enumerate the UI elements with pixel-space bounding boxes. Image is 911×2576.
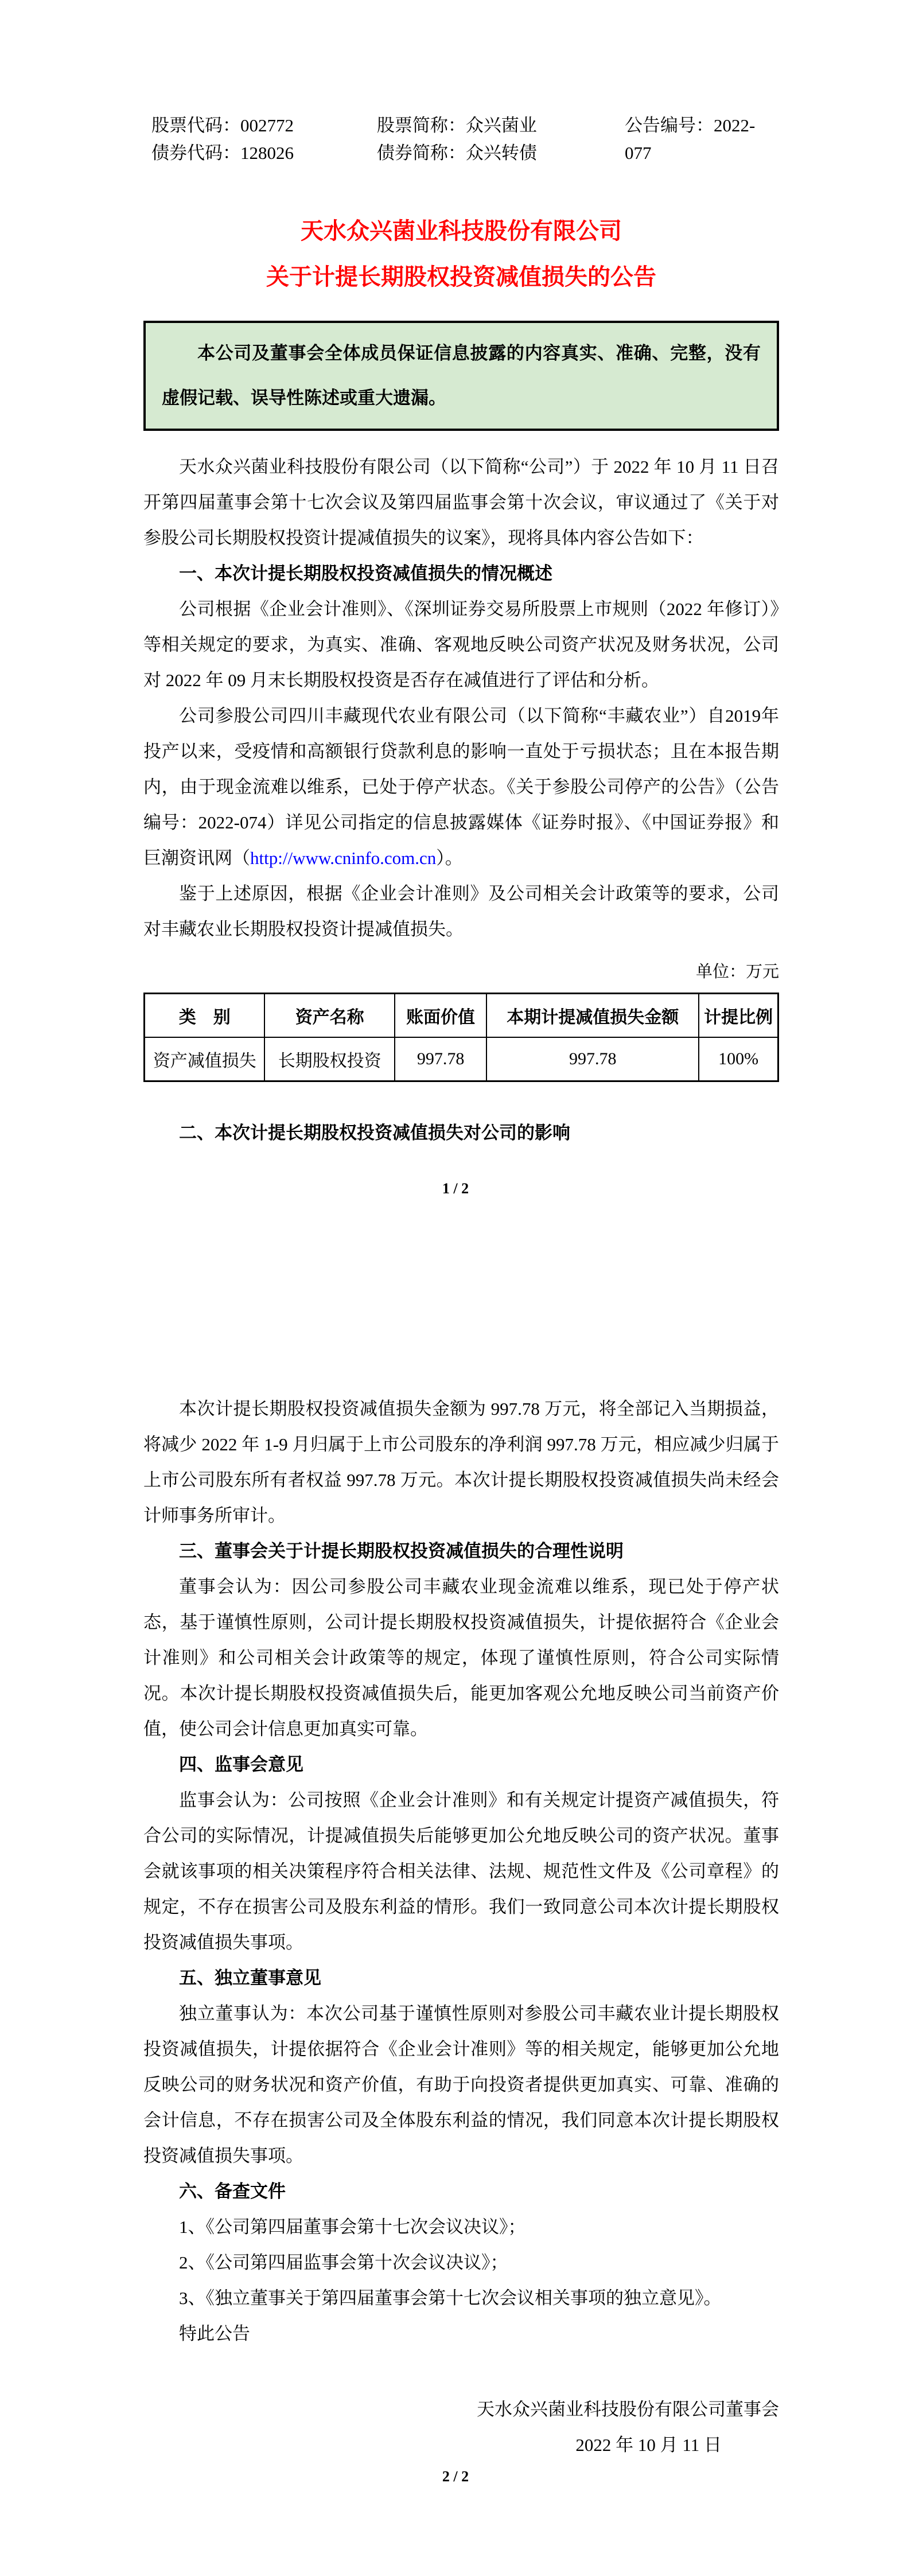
- section1-paragraph-2: [143, 698, 779, 876]
- bond-name-text: 债券简称：众兴转债: [376, 143, 537, 163]
- table-cell-ratio: 100%: [699, 1037, 778, 1081]
- table-header-ratio: 计提比例: [699, 994, 778, 1038]
- section6-heading: 六、备查文件: [179, 2181, 286, 2201]
- table-header-row: [145, 994, 778, 1038]
- company-title: 天水众兴菌业科技股份有限公司: [301, 218, 622, 244]
- section4-heading: 四、监事会意见: [179, 1754, 303, 1775]
- section5-heading: 五、独立董事意见: [179, 1968, 321, 1988]
- impairment-table: [143, 993, 779, 1082]
- section3-heading: 三、董事会关于计提长期股权投资减值损失的合理性说明: [179, 1541, 624, 1561]
- announcement-number: 公告编号：2022-077: [625, 115, 756, 163]
- disclosure-notice-text: 本公司及董事会全体成员保证信息披露的内容真实、准确、完整，没有虚假记载、误导性陈述或重大遗漏。: [162, 343, 761, 408]
- section2-paragraph: 本次计提长期股权投资减值损失金额为 997.78 万元，将全部记入当期损益，将减少 2022 年 1-9 月归属于上市公司股东的净利润 997.78 万元，相应减少归属于上市公司股东所有者权益 997.78 万元。本次计提长期股权投资减值损失尚未经会计师事务所审计。: [143, 1399, 779, 1526]
- reference-doc-item-3: 3、《独立董事关于第四届董事会第十七次会议相关事项的独立意见》。: [179, 2288, 722, 2308]
- reference-doc-item-1: 1、《公司第四届董事会第十七次会议决议》；: [179, 2217, 526, 2237]
- document-header: [143, 112, 779, 167]
- names-column: [377, 112, 625, 167]
- unit-note: 单位：万元: [695, 963, 779, 981]
- section3-paragraph: 董事会认为：因公司参股公司丰藏农业现金流难以维系，现已处于停产状态，基于谨慎性原则，公司计提长期股权投资减值损失，计提依据符合《企业会计准则》和公司相关会计政策等的规定，体现了谨慎性原则，符合公司实际情况。本次计提长期股权投资减值损失后，能更加客观公允地反映公司当前资产价值，使公司会计信息更加真实可靠。: [143, 1577, 779, 1739]
- section5-paragraph: 独立董事认为：本次公司基于谨慎性原则对参股公司丰藏农业计提长期股权投资减值损失，计提依据符合《企业会计准则》等的相关规定，能够更加公允地反映公司的财务状况和资产价值，有助于向投资者提供更加真实、可靠、准确的会计信息，不存在损害公司及全体股东利益的情况，我们同意本次计提长期股权投资减值损失事项。: [143, 2003, 779, 2166]
- stock-name-text: 股票简称：众兴菌业: [376, 115, 537, 135]
- table-header-book-value: 账面价值: [395, 994, 486, 1038]
- table-cell-asset-name: 长期股权投资: [264, 1037, 395, 1081]
- stock-code-text: 股票代码：002772: [151, 115, 294, 135]
- table-header-asset-name: 资产名称: [264, 994, 395, 1038]
- table-cell-book-value: 997.78: [395, 1037, 486, 1081]
- table-cell-category: 资产减值损失: [145, 1037, 265, 1081]
- section4-paragraph: 监事会认为：公司按照《企业会计准则》和有关规定计提资产减值损失，符合公司的实际情况，计提减值损失后能够更加公允地反映公司的资产状况。董事会就该事项的相关决策程序符合相关法律、法规、规范性文件及《公司章程》的规定，不存在损害公司及股东利益的情形。我们一致同意公司本次计提长期股权投资减值损失事项。: [143, 1790, 779, 1952]
- page1-number: 1 / 2: [442, 1180, 469, 1197]
- section1-paragraph-3: 鉴于上述原因，根据《企业会计准则》及公司相关会计政策等的要求，公司对丰藏农业长期股权投资计提减值损失。: [143, 884, 779, 939]
- signature-block: [143, 2392, 779, 2463]
- bond-code-text: 债券代码：128026: [151, 143, 294, 163]
- section1-heading: 一、本次计提长期股权投资减值损失的情况概述: [179, 563, 552, 583]
- signature-date: 2022 年 10 月 11 日: [575, 2435, 722, 2455]
- table-cell-impairment-amount: 997.78: [486, 1037, 699, 1081]
- paragraph-2-text-before-link: 公司参股公司四川丰藏现代农业有限公司（以下简称“丰藏农业”）自2019年投产以来，受疫情和高额银行贷款利息的影响一直处于亏损状态；且在本报告期内，由于现金流难以维系，已处于停产状态。《关于参股公司停产的公告》（公告编号：2022-074）详见公司指定的信息披露媒体《证券时报》、《中国证券报》和巨潮资讯网（: [143, 706, 779, 868]
- cninfo-link[interactable]: http://www.cninfo.com.cn: [250, 848, 437, 868]
- paragraph-2-text-after-link: ）。: [436, 848, 463, 868]
- disclosure-notice-box: [143, 321, 779, 431]
- section2-heading: 二、本次计提长期股权投资减值损失对公司的影响: [179, 1123, 570, 1143]
- announcement-title: 关于计提长期股权投资减值损失的公告: [266, 264, 656, 290]
- codes-column: [151, 112, 377, 167]
- closing-text: 特此公告: [179, 2324, 250, 2344]
- page2-number: 2 / 2: [442, 2468, 469, 2485]
- reference-doc-item-2: 2、《公司第四届监事会第十次会议决议》；: [179, 2252, 508, 2273]
- section1-paragraph-1: 公司根据《企业会计准则》、《深圳证券交易所股票上市规则（2022 年修订）》等相关规定的要求，为真实、准确、客观地反映公司资产状况及财务状况，公司对 2022 年 09 月末长期股权投资是否存在减值进行了评估和分析。: [143, 599, 779, 690]
- intro-paragraph: 天水众兴菌业科技股份有限公司（以下简称“公司”）于 2022 年 10 月 11 日召开第四届董事会第十七次会议及第四届监事会第十次会议，审议通过了《关于对参股公司长期股权投资计提减值损失的议案》，现将具体内容公告如下：: [143, 457, 779, 548]
- table-header-impairment-amount: 本期计提减值损失金额: [486, 994, 699, 1038]
- table-header-category: 类 别: [145, 994, 265, 1038]
- signature-company: 天水众兴菌业科技股份有限公司董事会: [477, 2399, 779, 2419]
- table-data-row: [145, 1037, 778, 1081]
- page-2: [0, 1288, 911, 2576]
